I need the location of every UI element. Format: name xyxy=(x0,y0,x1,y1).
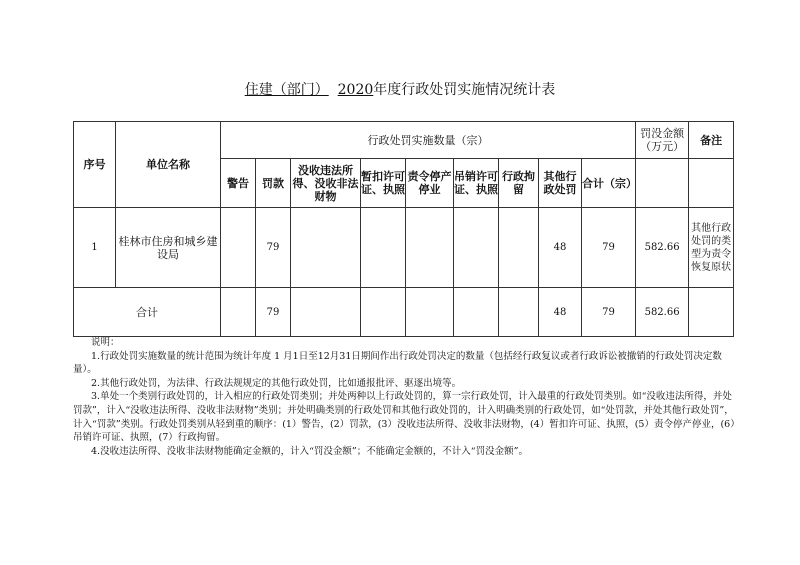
header-fine-amount-blank xyxy=(636,159,689,208)
note-item-1: 1.行政处罚实施数量的统计范围为统计年度 1 月1日至12月31日期间作出行政处罚决定的数量（包括经行政复议或者行政诉讼被撤销的行政处罚决定数量）。 xyxy=(73,350,722,376)
total-confiscation xyxy=(291,288,361,337)
total-other: 48 xyxy=(539,288,582,337)
table-row xyxy=(74,208,734,288)
header-fine: 罚款 xyxy=(256,159,291,208)
header-suspend-business: 责令停产停业 xyxy=(406,159,454,208)
total-label: 合计 xyxy=(74,288,221,337)
row-suspend-license xyxy=(361,208,406,288)
header-total: 合计（宗） xyxy=(582,159,636,208)
notes-section xyxy=(73,336,738,458)
header-penalty-count: 行政处罚实施数量（宗） xyxy=(221,122,636,159)
header-revoke-license: 吊销许可证、执照 xyxy=(454,159,499,208)
row-fine: 79 xyxy=(256,208,291,288)
row-seq: 1 xyxy=(74,208,116,288)
header-row-1 xyxy=(74,122,734,159)
total-fine-amount: 582.66 xyxy=(636,288,689,337)
row-revoke-license xyxy=(454,208,499,288)
total-warning xyxy=(221,288,256,337)
row-confiscation xyxy=(291,208,361,288)
total-suspend-business xyxy=(406,288,454,337)
title-department: 住建（部门） xyxy=(244,82,329,98)
row-unit-name: 桂林市住房和城乡建设局 xyxy=(116,208,221,288)
total-suspend-license xyxy=(361,288,406,337)
notes-heading: 说明： xyxy=(91,337,120,348)
row-warning xyxy=(221,208,256,288)
row-other: 48 xyxy=(539,208,582,288)
note-item-4: 4.没收违法所得、没收非法财物能确定金额的，计入“罚没金额”；不能确定金额的，不计入“罚没金额”。 xyxy=(91,445,528,457)
page-title xyxy=(0,79,800,99)
header-confiscation: 没收违法所得、没收非法财物 xyxy=(291,159,361,208)
title-year: 2020 xyxy=(337,82,374,98)
header-suspend-license: 暂扣许可证、执照 xyxy=(361,159,406,208)
row-suspend-business xyxy=(406,208,454,288)
note-item-2: 2.其他行政处罚，为法律、行政法规规定的其他行政处罚，比如通报批评、驱逐出境等。 xyxy=(91,377,462,389)
header-seq: 序号 xyxy=(74,122,116,208)
title-text: 年度行政处罚实施情况统计表 xyxy=(373,82,556,98)
header-remark: 备注 xyxy=(689,122,734,159)
row-total: 79 xyxy=(582,208,636,288)
header-detention: 行政拘留 xyxy=(499,159,539,208)
total-total: 79 xyxy=(582,288,636,337)
header-other: 其他行政处罚 xyxy=(539,159,582,208)
header-fine-amount: 罚没金额（万元） xyxy=(636,122,689,159)
row-remark: 其他行政处罚的类型为责令恢复原状 xyxy=(689,208,734,288)
row-fine-amount: 582.66 xyxy=(636,208,689,288)
row-detention xyxy=(499,208,539,288)
total-detention xyxy=(499,288,539,337)
total-row xyxy=(74,288,734,337)
header-unit-name: 单位名称 xyxy=(116,122,221,208)
header-warning: 警告 xyxy=(221,159,256,208)
header-remark-blank xyxy=(689,159,734,208)
total-revoke-license xyxy=(454,288,499,337)
statistics-table xyxy=(73,121,734,337)
note-item-3: 3.单处一个类别行政处罚的，计入相应的行政处罚类别；并处两种以上行政处罚的，算一宗行政处罚，计入最重的行政处罚类别。如“没收违法所得，并处罚款”，计入“没收违法所得、没收非法财物”类别；并处明确类别的行政处罚和其他行政处罚的，计入明确类别的行政处罚，如“处罚款，并处其他行政处罚”，计入“罚款”类别。行政处罚类别从轻到重的顺序：(1）警告，(2）罚款，(3）没收违法所得、没收非法财物，(4）暂扣许可证、执照，(5）责令停产停业，(6）吊销许可证、执照，(7）行政拘留。 xyxy=(73,391,735,444)
total-remark xyxy=(689,288,734,337)
total-fine: 79 xyxy=(256,288,291,337)
